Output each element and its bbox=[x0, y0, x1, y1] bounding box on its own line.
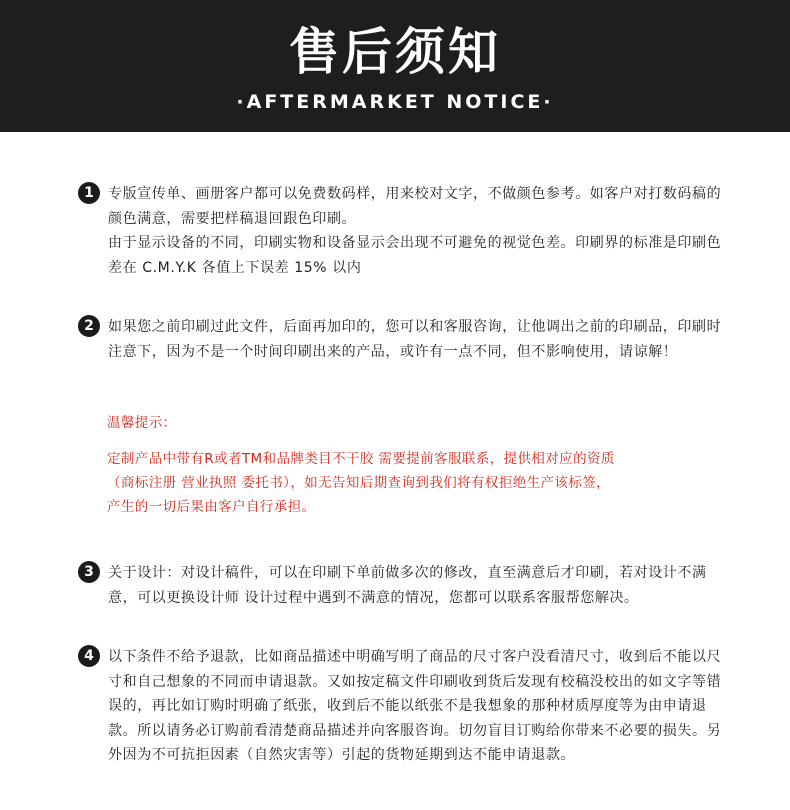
number-badge-1: 1 bbox=[78, 182, 100, 204]
notice-paragraph: 以下条件不给予退款，比如商品描述中明确写明了商品的尺寸客户没看清尺寸，收到后不能以尺寸和自己想象的不同而申请退款。又如按定稿文件印刷收到货后发现有校稿没校出的如文字等错误的，再比如订购时明确了纸张，收到后不能以纸张不是我想象的那种材质厚度等为由申请退款。所以请务必订购前看清楚商品描述并向客服咨询。切勿盲目订购给你带来不必要的损失。另外因为不可抗拒因素（自然灾害等）引起的货物延期到达不能申请退款。 bbox=[108, 649, 722, 763]
notice-paragraph: 如果您之前印刷过此文件，后面再加印的，您可以和客服咨询，让他调出之前的印刷品，印刷时注意下，因为不是一个时间印刷出来的产品，或许有一点不同，但不影响使用，请谅解！ bbox=[108, 319, 722, 360]
notice-section-2 bbox=[78, 315, 728, 364]
notice-text-3 bbox=[108, 561, 728, 610]
warm-tip-heading bbox=[107, 411, 727, 435]
notice-paragraph: 关于设计：对设计稿件，可以在印刷下单前做多次的修改，直至满意后才印刷，若对设计不满意，可以更换设计师 设计过程中遇到不满意的情况，您都可以联系客服帮您解决。 bbox=[108, 565, 707, 606]
number-badge-2: 2 bbox=[78, 315, 100, 337]
warm-tip-line: （商标注册 营业执照 委托书），如无告知后期查询到我们将有权拒绝生产该标签， bbox=[107, 475, 611, 491]
page-subtitle: ·AFTERMARKET NOTICE· bbox=[236, 91, 554, 113]
notice-text-4 bbox=[108, 645, 728, 768]
notice-section-1 bbox=[78, 182, 728, 280]
notice-paragraph: 由于显示设备的不同，印刷实物和设备显示会出现不可避免的视觉色差。印刷界的标准是印刷色差在 C.M.Y.K 各值上下误差 15% 以内 bbox=[108, 235, 722, 276]
notice-section-3 bbox=[78, 561, 728, 610]
number-badge-4: 4 bbox=[78, 645, 100, 667]
number-badge-3: 3 bbox=[78, 561, 100, 583]
header-banner bbox=[0, 0, 790, 132]
notice-paragraph: 专版宣传单、画册客户都可以免费数码样，用来校对文字，不做颜色参考。如客户对打数码稿的颜色满意，需要把样稿退回跟色印刷。 bbox=[108, 186, 722, 227]
warm-tip-title: 温馨提示： bbox=[107, 415, 177, 431]
page-title: 售后须知 bbox=[289, 23, 501, 81]
warm-tip-body bbox=[107, 447, 727, 519]
warm-tip-line: 产生的一切后果由客户自行承担。 bbox=[107, 499, 316, 515]
warm-tip-line: 定制产品中带有R或者TM和品牌类目不干胶 需要提前客服联系，提供相对应的资质 bbox=[107, 451, 615, 467]
notice-text-1 bbox=[108, 182, 728, 280]
notice-text-2 bbox=[108, 315, 728, 364]
notice-section-4 bbox=[78, 645, 728, 768]
